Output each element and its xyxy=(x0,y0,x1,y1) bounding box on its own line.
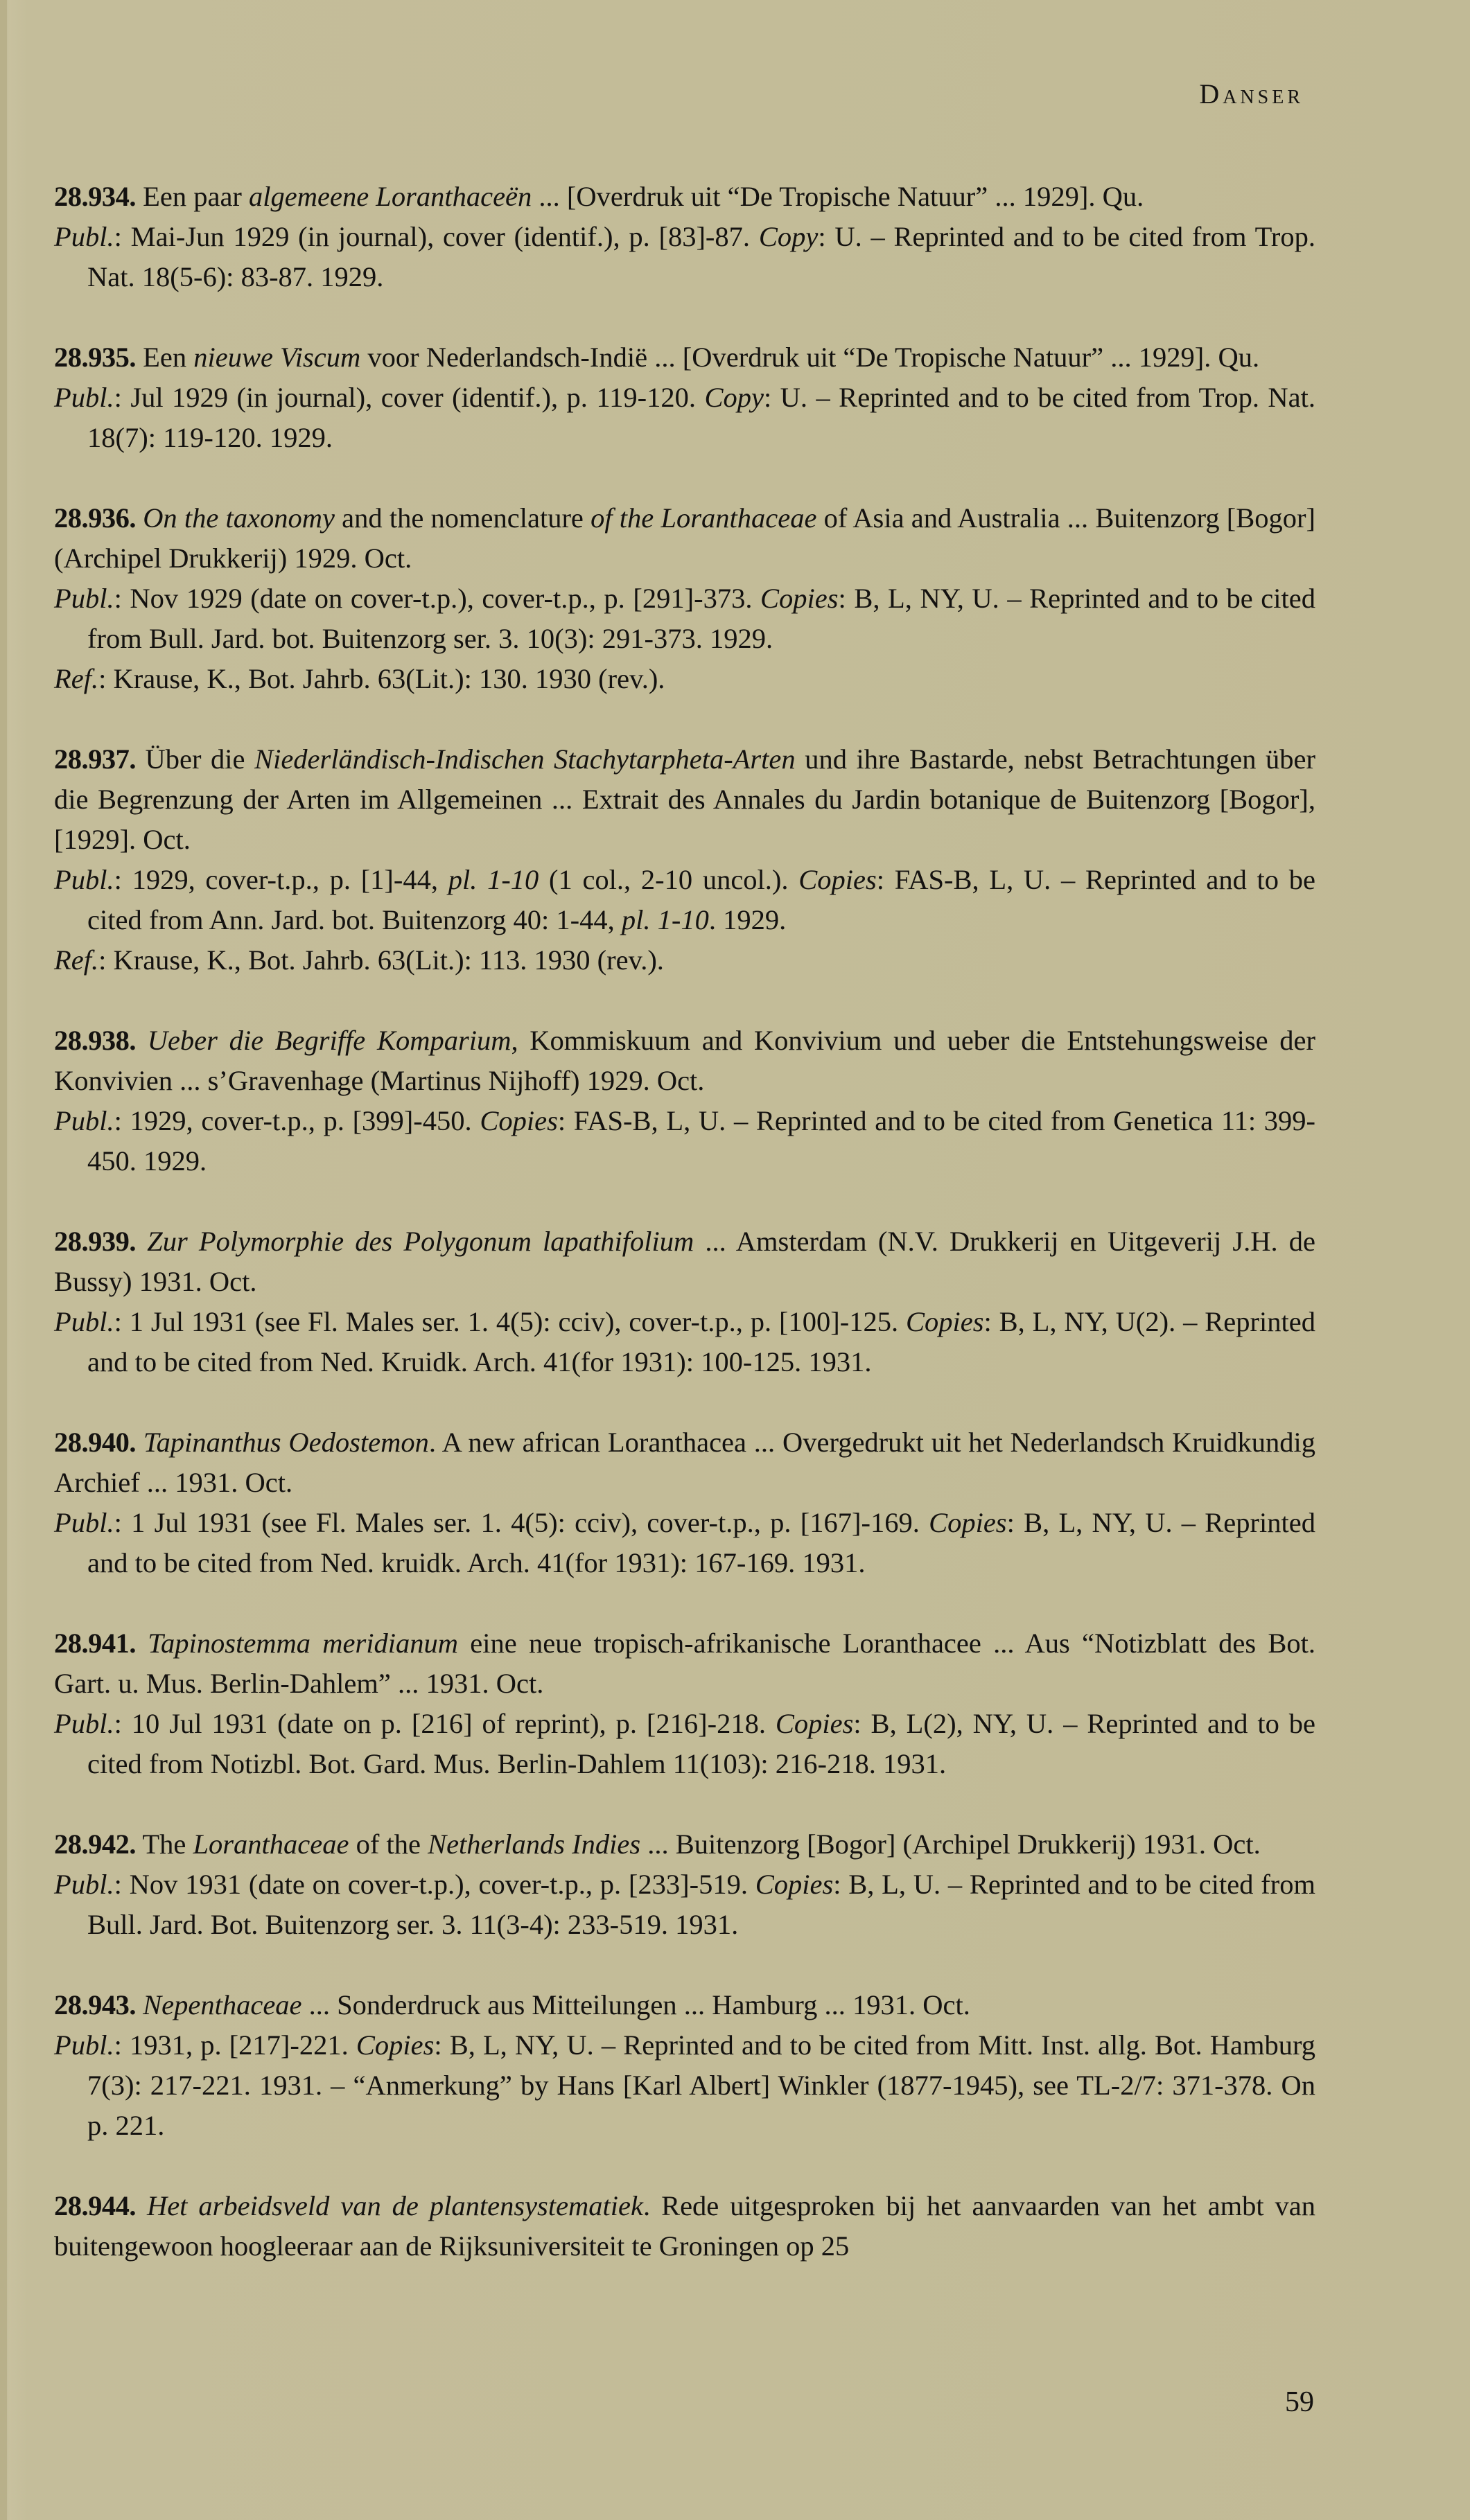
bibliography-entry xyxy=(54,337,1315,458)
entry-number: 28.936. xyxy=(54,502,136,534)
detail-text: : Mai-Jun 1929 (in journal), cover (identif.), p. [83]-87. xyxy=(114,221,759,252)
italic-label: Copies xyxy=(775,1708,854,1739)
title-segment: of the xyxy=(349,1829,428,1860)
italic-label: Publ. xyxy=(54,2029,114,2061)
detail-text: : Nov 1931 (date on cover-t.p.), cover-t.p., p. [233]-519. xyxy=(114,1869,755,1900)
detail-text: : B, L, U. – Reprinted and to be cited from Bull. Jard. Bot. Buitenzorg ser. 3. 11(3-4): 233-519. 1931. xyxy=(87,1869,1315,1940)
publication-details xyxy=(54,1101,1315,1181)
italic-label: Copies xyxy=(760,583,839,614)
italic-title-segment: of the Loranthaceae xyxy=(590,502,817,534)
publication-details xyxy=(54,1503,1315,1583)
reference-line xyxy=(54,940,1315,980)
detail-text: : Nov 1929 (date on cover-t.p.), cover-t.p., p. [291]-373. xyxy=(114,583,761,614)
detail-text: : 1 Jul 1931 (see Fl. Males ser. 1. 4(5): cciv), cover-t.p., p. [100]-125. xyxy=(114,1306,906,1337)
detail-text: : 10 Jul 1931 (date on p. [216] of reprint), p. [216]-218. xyxy=(114,1708,776,1739)
entry-number: 28.939. xyxy=(54,1226,136,1257)
title-segment: ... Sonderdruck aus Mitteilungen ... Hamburg ... 1931. Oct. xyxy=(301,1989,970,2020)
title-segment: ... [Overdruk uit “De Tropische Natuur” ... 1929]. Qu. xyxy=(532,181,1144,212)
italic-label: pl. 1-10 xyxy=(448,864,539,895)
detail-text: : FAS-B, L, U. – Reprinted and to be cited from Genetica 11: 399-450. 1929. xyxy=(87,1105,1315,1177)
italic-label: Copy xyxy=(758,221,819,252)
publication-details xyxy=(54,2025,1315,2146)
detail-text: : B, L(2), NY, U. – Reprinted and to be cited from Notizbl. Bot. Gard. Mus. Berlin-Dahlem 11(103): 216-218. 1931. xyxy=(87,1708,1315,1779)
detail-text: : Krause, K., Bot. Jahrb. 63(Lit.): 113. 1930 (rev.). xyxy=(98,944,664,976)
italic-label: Publ. xyxy=(54,1869,114,1900)
entry-number: 28.942. xyxy=(54,1829,136,1860)
italic-title-segment: Tapinostemma meridianum xyxy=(148,1628,459,1659)
italic-label: Copies xyxy=(755,1869,834,1900)
detail-text: : U. – Reprinted and to be cited from Trop. Nat. 18(7): 119-120. 1929. xyxy=(87,382,1316,453)
entry-title xyxy=(54,1985,1315,2025)
detail-text: : 1931, p. [217]-221. xyxy=(114,2029,356,2061)
entry-number: 28.935. xyxy=(54,342,136,373)
detail-text: : B, L, NY, U. – Reprinted and to be cited from Mitt. Inst. allg. Bot. Hamburg 7(3): 217-221. 1931. – “Anmerkung” by Hans [Karl Albert] Winkler (1877-1945), see TL-2/7: 371-378. On p. 221. xyxy=(87,2029,1315,2141)
italic-title-segment: nieuwe Viscum xyxy=(193,342,361,373)
entry-number: 28.940. xyxy=(54,1427,136,1458)
publication-details xyxy=(54,1865,1315,1945)
bibliography-entry xyxy=(54,177,1315,297)
title-segment: voor Nederlandsch-Indië ... [Overdruk uit “De Tropische Natuur” ... 1929]. Qu. xyxy=(360,342,1260,373)
bibliography-entry xyxy=(54,498,1315,699)
detail-text: (1 col., 2-10 uncol.). xyxy=(539,864,799,895)
italic-title-segment: Nepenthaceae xyxy=(143,1989,302,2020)
italic-label: Publ. xyxy=(54,864,114,895)
entry-number: 28.934. xyxy=(54,181,136,212)
publication-details xyxy=(54,579,1315,659)
title-segment: of Asia and Australia ... Buitenzorg [Bogor] (Archipel Drukkerij) 1929. Oct. xyxy=(54,502,1316,574)
detail-text: : 1929, cover-t.p., p. [399]-450. xyxy=(114,1105,480,1136)
bibliography-entry xyxy=(54,1021,1315,1181)
bibliography-entry xyxy=(54,1623,1315,1784)
publication-details xyxy=(54,378,1315,458)
reference-line xyxy=(54,659,1315,699)
title-segment: . Rede uitgesproken bij het aanvaarden van het ambt van buitengewoon hoogleeraar aan de Rijksuniversiteit te Groningen op 25 xyxy=(54,2190,1315,2262)
title-segment: Über die xyxy=(145,743,255,775)
detail-text: : FAS-B, L, U. – Reprinted and to be cited from Ann. Jard. bot. Buitenzorg 40: 1-44, xyxy=(87,864,1315,935)
title-segment: and the nomenclature xyxy=(335,502,591,534)
italic-label: Publ. xyxy=(54,1105,114,1136)
entry-title xyxy=(54,177,1315,217)
italic-label: Copies xyxy=(929,1507,1007,1538)
italic-label: Copies xyxy=(798,864,877,895)
detail-text: : B, L, NY, U. – Reprinted and to be cited from Bull. Jard. bot. Buitenzorg ser. 3. 10(3): 291-373. 1929. xyxy=(87,583,1315,654)
bibliography-entry xyxy=(54,1824,1315,1945)
detail-text: : 1929, cover-t.p., p. [1]-44, xyxy=(114,864,448,895)
entry-title xyxy=(54,1021,1315,1101)
title-segment: eine neue tropisch-afrikanische Loranthacee ... Aus “Notizblatt des Bot. Gart. u. Mus. Berlin-Dahlem” ... 1931. Oct. xyxy=(54,1628,1316,1699)
italic-label: Copy xyxy=(704,382,764,413)
italic-title-segment: Het arbeidsveld van de plantensystematiek xyxy=(146,2190,643,2221)
title-segment: . A new african Loranthacea ... Overgedrukt uit het Nederlandsch Kruidkundig Archief ... 1931. Oct. xyxy=(54,1427,1315,1498)
bibliography-entry xyxy=(54,1222,1315,1382)
entry-number: 28.937. xyxy=(54,743,136,775)
italic-label: Publ. xyxy=(54,221,114,252)
detail-text: : U. – Reprinted and to be cited from Trop. Nat. 18(5-6): 83-87. 1929. xyxy=(87,221,1315,292)
publication-details xyxy=(54,860,1315,940)
detail-text: : Jul 1929 (in journal), cover (identif.), p. 119-120. xyxy=(114,382,705,413)
bibliography-entry xyxy=(54,1985,1315,2146)
title-segment: Een paar xyxy=(143,181,250,212)
italic-title-segment: Netherlands Indies xyxy=(428,1829,641,1860)
italic-title-segment: On the taxonomy xyxy=(143,502,335,534)
detail-text: : B, L, NY, U. – Reprinted and to be cited from Ned. kruidk. Arch. 41(for 1931): 167-169. 1931. xyxy=(87,1507,1316,1578)
detail-text: : B, L, NY, U(2). – Reprinted and to be cited from Ned. Kruidk. Arch. 41(for 1931): 100-125. 1931. xyxy=(87,1306,1315,1377)
entry-number: 28.938. xyxy=(54,1025,136,1056)
publication-details xyxy=(54,1302,1315,1382)
page-number: 59 xyxy=(1285,2386,1314,2418)
entry-number: 28.941. xyxy=(54,1628,136,1659)
title-segment: , Kommiskuum and Konvivium und ueber die Entstehungsweise der Konvivien ... s’Gravenhage (Martinus Nijhoff) 1929. Oct. xyxy=(54,1025,1315,1096)
entry-title xyxy=(54,2186,1315,2266)
italic-label: Publ. xyxy=(54,382,114,413)
italic-label: Ref. xyxy=(54,663,99,694)
italic-label: Copies xyxy=(480,1105,558,1136)
bibliography-entry xyxy=(54,1422,1315,1583)
italic-title-segment: Tapinanthus Oedostemon xyxy=(143,1427,429,1458)
italic-label: Publ. xyxy=(54,1306,114,1337)
title-segment: ... Buitenzorg [Bogor] (Archipel Drukkerij) 1931. Oct. xyxy=(640,1829,1261,1860)
italic-title-segment: algemeene Loranthaceën xyxy=(249,181,532,212)
italic-label: Copies xyxy=(906,1306,984,1337)
entry-title xyxy=(54,1422,1315,1503)
italic-label: Publ. xyxy=(54,583,114,614)
italic-label: Publ. xyxy=(54,1507,114,1538)
italic-label: pl. 1-10 xyxy=(621,904,709,935)
bibliography-entries xyxy=(54,177,1315,2307)
italic-label: Ref. xyxy=(54,944,99,976)
entry-number: 28.944. xyxy=(54,2190,136,2221)
italic-label: Copies xyxy=(356,2029,435,2061)
entry-title xyxy=(54,498,1315,579)
title-segment: und ihre Bastarde, nebst Betrachtungen über die Begrenzung der Arten im Allgemeinen ... Extrait des Annales du Jardin botanique de Buitenzorg [Bogor], [1929]. Oct. xyxy=(54,743,1316,855)
entry-title xyxy=(54,1623,1315,1704)
entry-title xyxy=(54,1222,1315,1302)
italic-title-segment: Zur Polymorphie des Polygonum lapathifolium xyxy=(147,1226,694,1257)
entry-title xyxy=(54,337,1315,378)
entry-number: 28.943. xyxy=(54,1989,136,2020)
title-segment: Een xyxy=(143,342,194,373)
detail-text: : 1 Jul 1931 (see Fl. Males ser. 1. 4(5): cciv), cover-t.p., p. [167]-169. xyxy=(114,1507,929,1538)
bibliography-entry xyxy=(54,739,1315,980)
italic-label: Publ. xyxy=(54,1708,114,1739)
running-head: Danser xyxy=(1199,78,1304,109)
bibliography-entry xyxy=(54,2186,1315,2266)
entry-title xyxy=(54,739,1315,860)
publication-details xyxy=(54,1704,1315,1784)
page-gutter-edge xyxy=(0,0,7,2520)
detail-text: : Krause, K., Bot. Jahrb. 63(Lit.): 130. 1930 (rev.). xyxy=(98,663,665,694)
title-segment: ... Amsterdam (N.V. Drukkerij en Uitgeverij J.H. de Bussy) 1931. Oct. xyxy=(54,1226,1316,1297)
italic-title-segment: Ueber die Begriffe Komparium xyxy=(147,1025,511,1056)
italic-title-segment: Loranthaceae xyxy=(193,1829,349,1860)
entry-title xyxy=(54,1824,1315,1865)
title-segment: The xyxy=(142,1829,193,1860)
publication-details xyxy=(54,217,1315,297)
detail-text: . 1929. xyxy=(708,904,787,935)
italic-title-segment: Niederländisch-Indischen Stachytarpheta-Arten xyxy=(254,743,796,775)
